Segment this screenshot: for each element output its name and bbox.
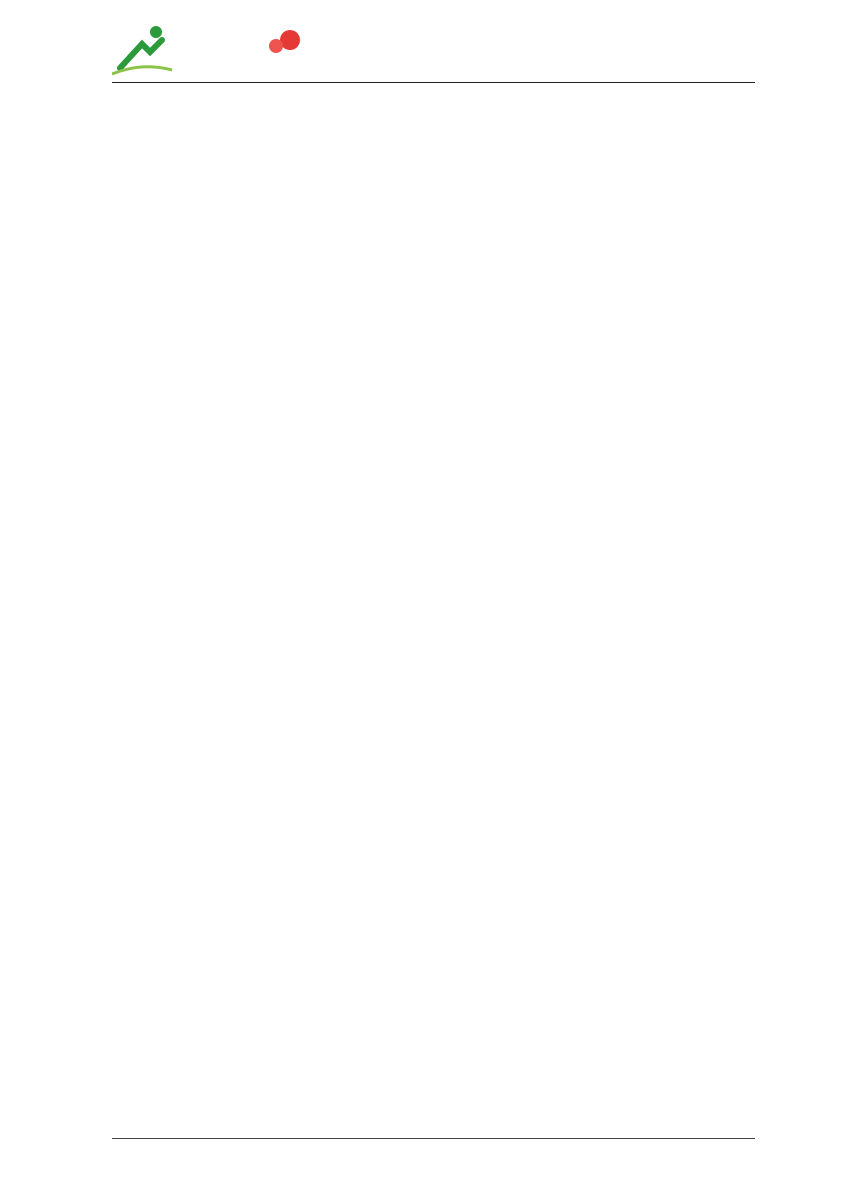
header-slogan bbox=[721, 57, 755, 77]
page-footer bbox=[112, 1142, 141, 1158]
logo-21cnjy-icon bbox=[112, 22, 312, 82]
climate-charts bbox=[105, 170, 745, 338]
footer-rule bbox=[112, 1138, 755, 1139]
page-header bbox=[0, 0, 860, 86]
header-rule bbox=[112, 82, 755, 83]
